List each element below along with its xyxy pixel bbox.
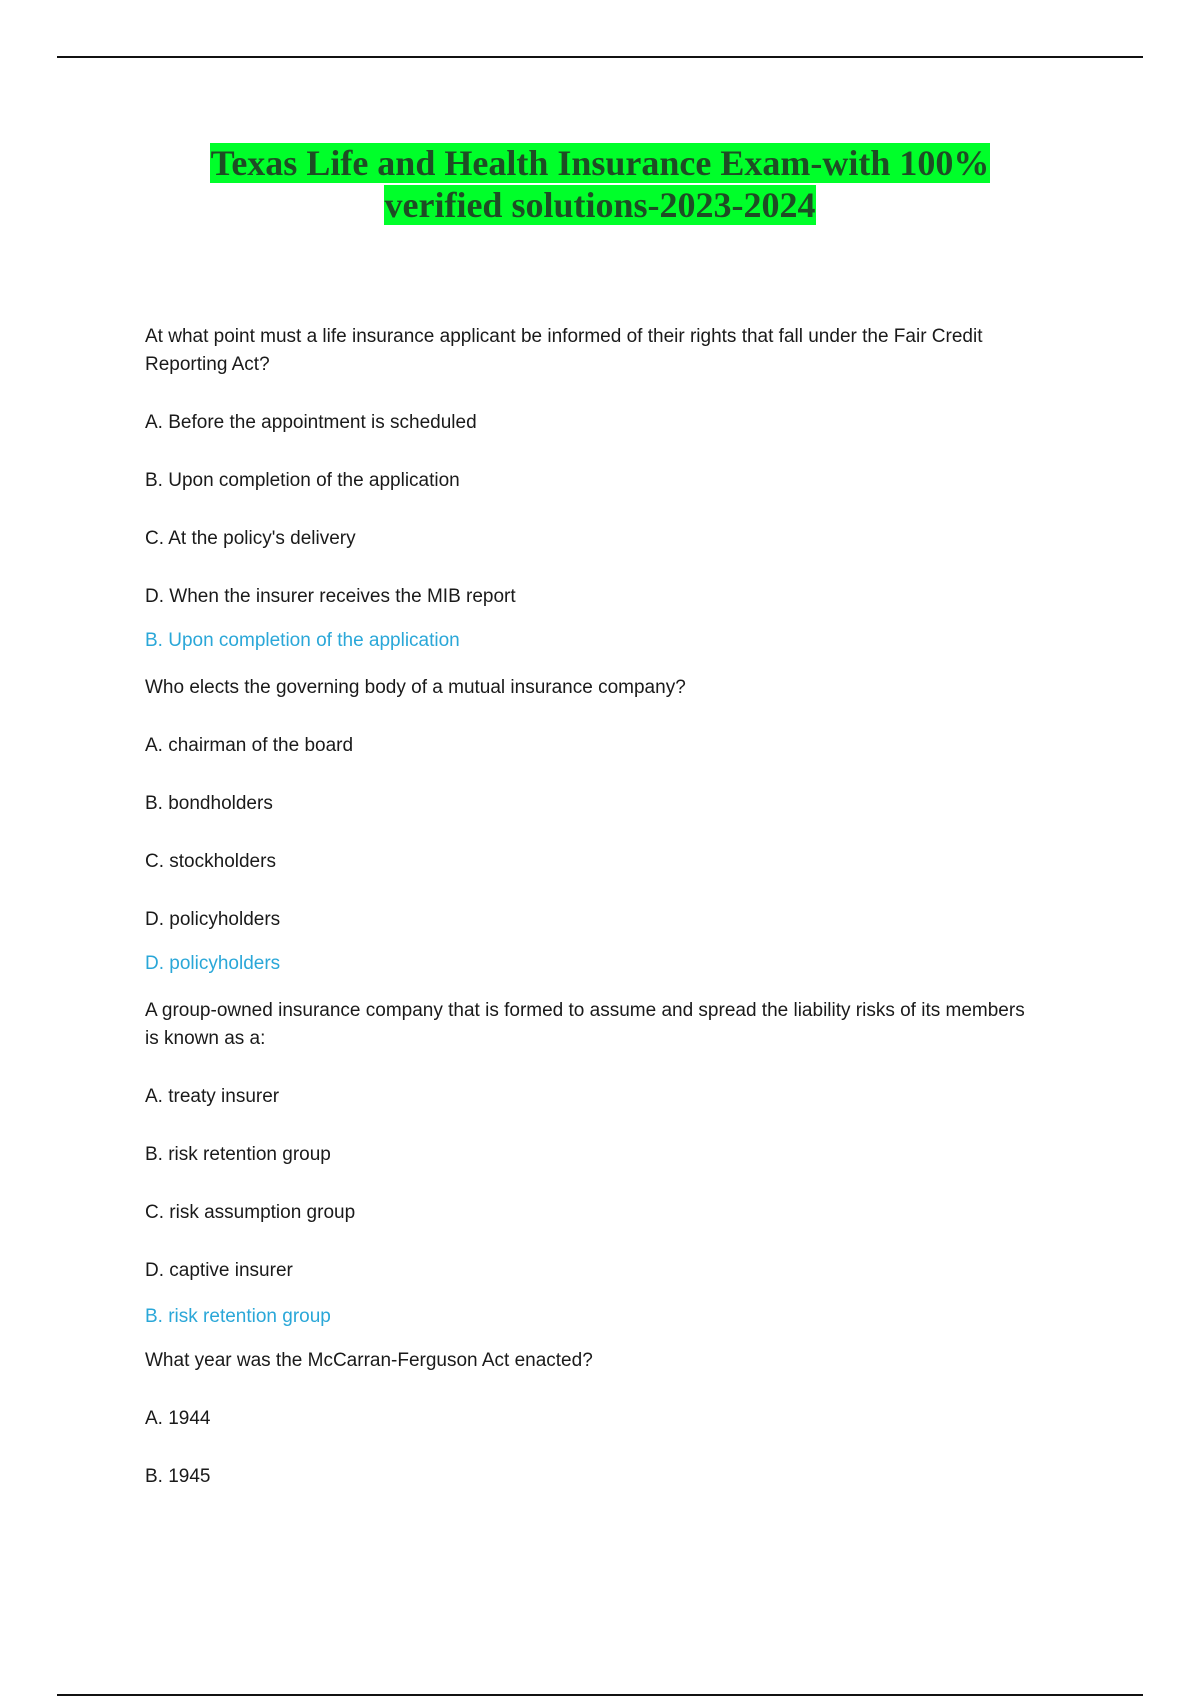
title-line-1: Texas Life and Health Insurance Exam-with 100% [210, 143, 990, 183]
question-3-option-d: D. captive insurer [145, 1260, 293, 1281]
question-4-option-a: A. 1944 [145, 1408, 211, 1429]
question-3: A group-owned insurance company that is formed to assume and spread the liability risks of its members is known as a: [145, 1000, 1025, 1049]
document-title [0, 142, 1200, 226]
question-2-option-c: C. stockholders [145, 851, 276, 872]
question-1: At what point must a life insurance applicant be informed of their rights that fall under the Fair Credit Reporting Act? [145, 326, 983, 375]
question-3-answer: B. risk retention group [145, 1306, 331, 1327]
question-3-option-c: C. risk assumption group [145, 1202, 356, 1223]
question-1-option-a: A. Before the appointment is scheduled [145, 412, 477, 433]
question-1-option-c: C. At the policy's delivery [145, 528, 356, 549]
question-2-option-b: B. bondholders [145, 793, 273, 814]
top-rule [57, 56, 1143, 58]
question-4-option-b: B. 1945 [145, 1466, 211, 1487]
question-1-answer: B. Upon completion of the application [145, 630, 460, 651]
question-4: What year was the McCarran-Ferguson Act enacted? [145, 1350, 593, 1371]
bottom-rule [57, 1694, 1143, 1696]
title-line-2: verified solutions-2023-2024 [384, 185, 816, 225]
question-2-answer: D. policyholders [145, 953, 281, 974]
question-2: Who elects the governing body of a mutual insurance company? [145, 677, 686, 698]
question-1-option-d: D. When the insurer receives the MIB report [145, 586, 516, 607]
question-3-option-a: A. treaty insurer [145, 1086, 280, 1107]
question-2-option-d: D. policyholders [145, 909, 281, 930]
question-2-option-a: A. chairman of the board [145, 735, 354, 756]
question-3-option-b: B. risk retention group [145, 1144, 331, 1165]
question-1-option-b: B. Upon completion of the application [145, 470, 460, 491]
question-list [145, 323, 1045, 1491]
